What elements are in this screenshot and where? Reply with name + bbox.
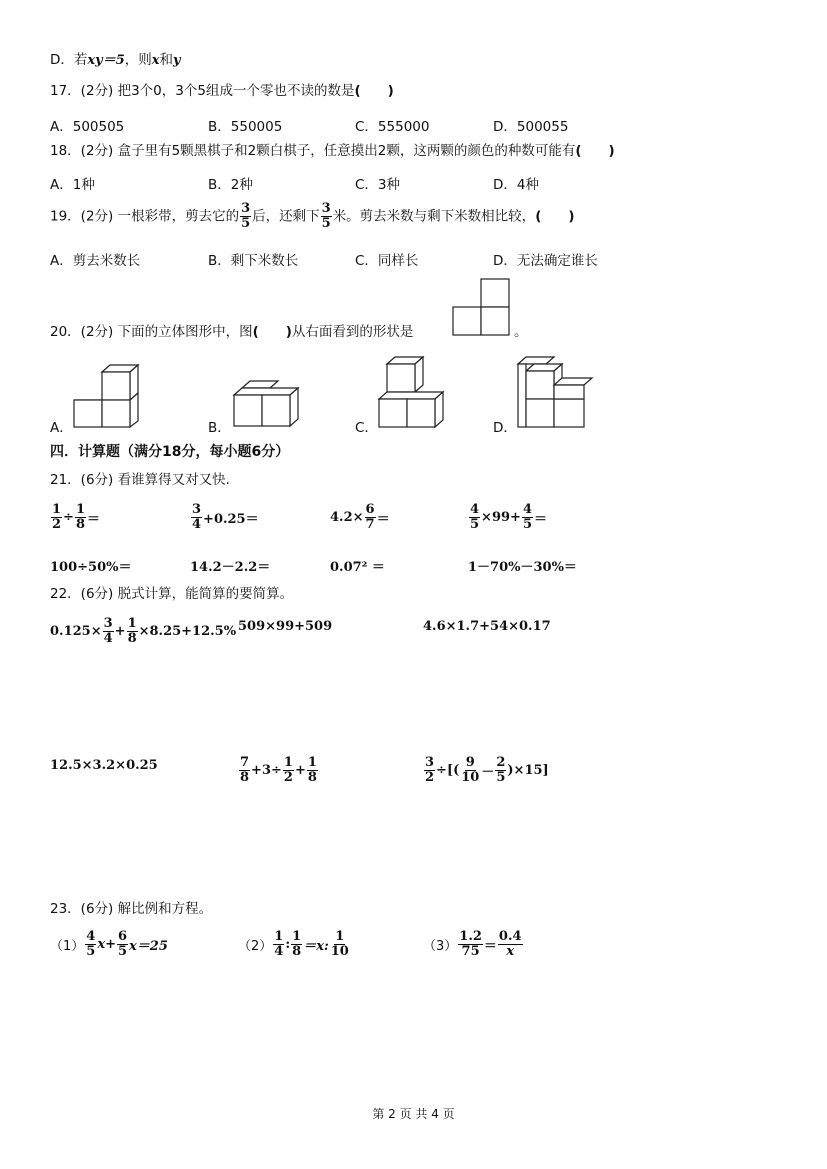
q21-expr-2: $\frac{3}{4}$ +0.25＝ — [192, 502, 259, 532]
q19-option-c[interactable]: C．同样长 — [355, 253, 419, 269]
q19-option-b[interactable]: B．剩下米数长 — [208, 253, 299, 269]
q17-option-d[interactable]: D．500055 — [493, 119, 569, 135]
q17-option-b[interactable]: B．550005 — [208, 119, 283, 135]
cube-figure-c[interactable] — [377, 354, 447, 428]
right-view-shape — [452, 278, 512, 336]
q22-stem: 22．(6分) 脱式计算，能简算的要简算。 — [50, 586, 294, 602]
q16-option-d: D．若xy＝5，则x和y — [50, 52, 181, 68]
q21-expr-8: 1－70%－30%＝ — [468, 560, 577, 575]
q18-option-a[interactable]: A．1种 — [50, 177, 95, 193]
q18-option-d[interactable]: D．4种 — [493, 177, 539, 193]
cube-figure-a[interactable] — [72, 362, 142, 428]
q18-option-c[interactable]: C．3种 — [355, 177, 401, 193]
q21-expr-6: 14.2－2.2＝ — [190, 560, 271, 575]
q23-stem: 23．(6分) 解比例和方程。 — [50, 901, 213, 917]
q22-expr-4: 12.5×3.2×0.25 — [50, 758, 158, 773]
q20-option-d[interactable]: D． — [493, 420, 517, 436]
q22-expr-5: $\frac{7}{8}$ +3÷ $\frac{1}{2}$ + $\frac{1}{8}$ — [240, 755, 317, 785]
fraction: $\frac{3}{5}$ — [321, 201, 331, 231]
answer-blank[interactable]: ( ) — [535, 208, 575, 225]
q23-problem-3: （3） $\frac{1.2}{75}$ ＝ $\frac{0.4}{x}$ — [423, 929, 522, 959]
q21-expr-1: $\frac{1}{2}$ ÷ $\frac{1}{8}$ ＝ — [52, 502, 101, 532]
q23-problem-1: （1） $\frac{4}{5}$ x+ $\frac{6}{5}$ x＝25 — [50, 929, 168, 959]
q21-expr-7: 0.07² ＝ — [330, 560, 385, 575]
q17-option-a[interactable]: A．500505 — [50, 119, 125, 135]
q20-option-c[interactable]: C． — [355, 420, 378, 436]
q22-expr-6: $\frac{3}{2}$ ÷[( $\frac{9}{10}$ － $\frac{2}{5}$ )×15] — [425, 755, 549, 785]
answer-blank[interactable]: ( ) — [575, 143, 615, 159]
q21-expr-3: 4.2× $\frac{6}{7}$ ＝ — [330, 502, 390, 532]
fraction: $\frac{3}{5}$ — [241, 201, 251, 231]
cube-figure-b[interactable] — [232, 378, 302, 428]
q20-option-a[interactable]: A． — [50, 420, 73, 436]
q18-option-b[interactable]: B．2种 — [208, 177, 253, 193]
answer-blank[interactable]: ( ) — [252, 324, 292, 340]
q20-stem: 20．(2分) 下面的立体图形中，图( )从右面看到的形状是 — [50, 324, 414, 340]
q17-stem: 17．(2分) 把3个0，3个5组成一个零也不读的数是( ) — [50, 83, 394, 99]
q20-option-b[interactable]: B． — [208, 420, 231, 436]
answer-blank[interactable]: ( ) — [354, 83, 394, 99]
q19-option-a[interactable]: A．剪去米数长 — [50, 253, 141, 269]
q18-stem: 18．(2分) 盒子里有5颗黑棋子和2颗白棋子，任意摸出2颗，这两颗的颜色的种数可能有( ) — [50, 143, 615, 159]
q17-option-c[interactable]: C．555000 — [355, 119, 430, 135]
q21-expr-5: 100÷50%＝ — [50, 560, 132, 575]
q22-expr-2: 509×99+509 — [238, 619, 333, 634]
q23-problem-2: （2） $\frac{1}{4}$ : $\frac{1}{8}$ ＝x: $\frac{1}{10}$ — [238, 929, 349, 959]
q19-stem: 19．(2分) 一根彩带，剪去它的 $\frac{3}{5}$ 后，还剩下 $\frac{3}{5}$ 米。剪去米数与剩下米数相比较，( ) — [50, 201, 575, 231]
q21-expr-4: $\frac{4}{5}$ ×99+ $\frac{4}{5}$ ＝ — [470, 502, 547, 532]
page-footer: 第 2 页 共 4 页 — [372, 1107, 455, 1121]
q22-expr-3: 4.6×1.7+54×0.17 — [423, 619, 551, 634]
q21-stem: 21．(6分) 看谁算得又对又快． — [50, 472, 240, 488]
section-title: 四．计算题（满分18分，每小题6分） — [50, 444, 290, 460]
q22-expr-1: 0.125× $\frac{3}{4}$ + $\frac{1}{8}$ ×8.25+12.5% — [50, 616, 237, 646]
q19-option-d[interactable]: D．无法确定谁长 — [493, 253, 598, 269]
cube-figure-d[interactable] — [516, 354, 596, 428]
